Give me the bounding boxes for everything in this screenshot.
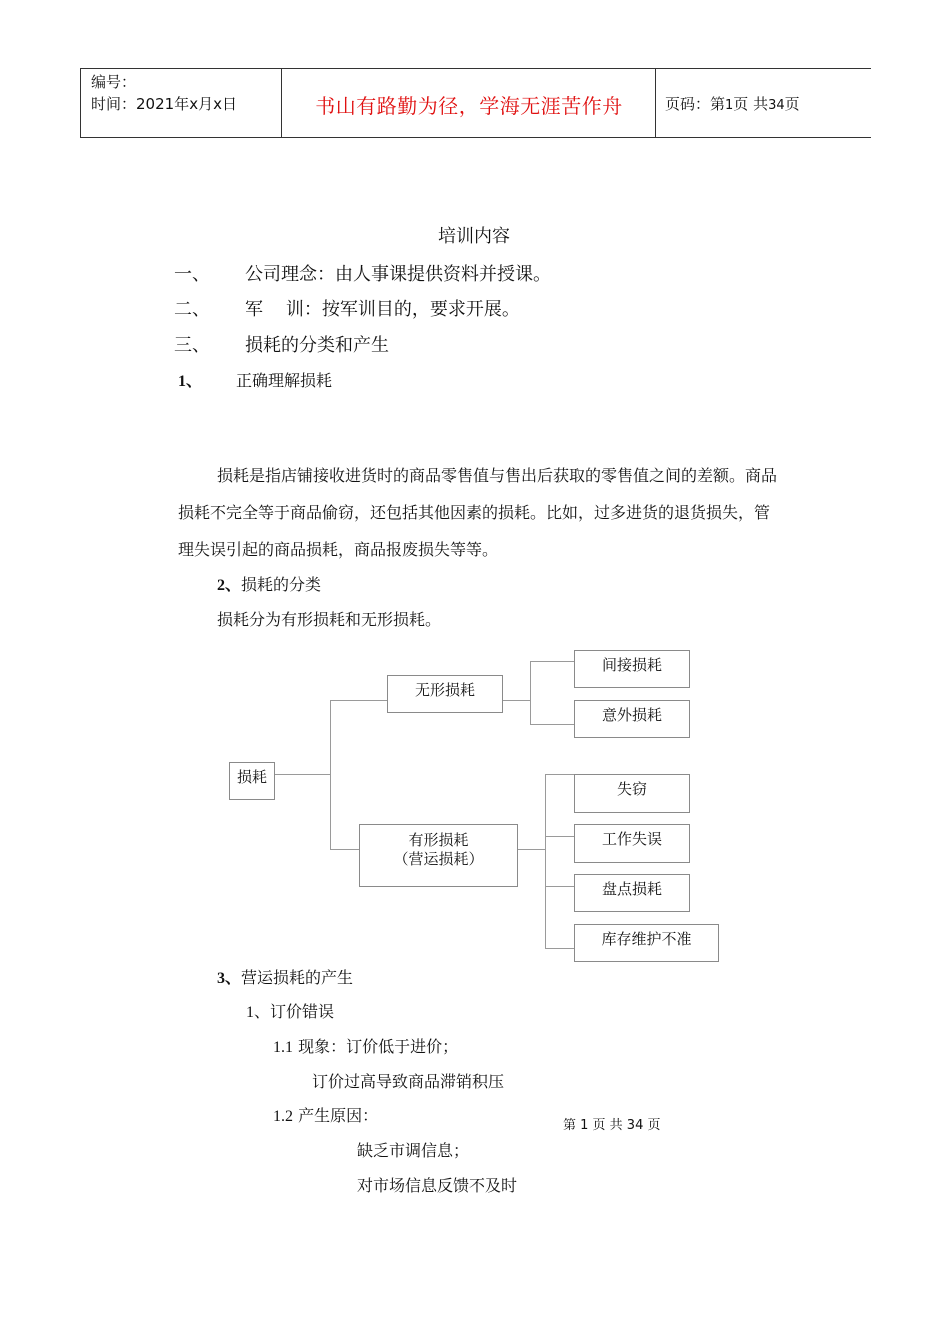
section-number: 一、 (174, 264, 210, 285)
list-item: 1.2 产生原因： (273, 1106, 379, 1125)
connector-line (530, 661, 575, 662)
section-heading: 公司理念：由人事课提供资料并授课。 (245, 264, 551, 285)
connector-line (274, 774, 331, 775)
diagram-root-node: 损耗 (229, 762, 275, 800)
cause-item: 缺乏市调信息； (357, 1141, 470, 1160)
tangible-label: 有形损耗 (408, 831, 469, 849)
diagram-node-tangible (359, 824, 518, 887)
list-item: 1.1 现象：订价低于进价； (273, 1037, 459, 1056)
paragraph-line: 损耗是指店铺接收进货时的商品零售值与售出后获取的零售值之间的差额。商品 (217, 466, 778, 485)
header-divider (281, 69, 282, 137)
list-item-continuation: 订价过高导致商品滞销积压 (312, 1072, 505, 1091)
connector-line (545, 886, 575, 887)
time-line: 时间：2021年x月x日 (91, 95, 237, 113)
diagram-leaf-node: 库存维护不准 (574, 924, 719, 962)
connector-line (545, 774, 546, 949)
diagram-node-intangible: 无形损耗 (387, 675, 503, 713)
diagram-leaf-node: 间接损耗 (574, 650, 690, 688)
connector-line (545, 836, 575, 837)
subsection-description: 损耗分为有形损耗和无形损耗。 (217, 610, 442, 629)
connector-line (330, 700, 388, 701)
diagram-leaf-node: 盘点损耗 (574, 874, 690, 912)
paragraph-line: 理失误引起的商品损耗，商品报废损失等等。 (178, 540, 499, 559)
connector-line (530, 661, 531, 725)
list-item: 1、订价错误 (246, 1002, 335, 1021)
header-table (80, 68, 871, 138)
section-number: 三、 (174, 335, 210, 356)
connector-line (545, 948, 575, 949)
page-footer: 第 1 页 共 34 页 (563, 1118, 661, 1133)
diagram-leaf-node: 失窃 (574, 774, 690, 813)
subsection-heading: 正确理解损耗 (236, 371, 333, 390)
subsection-number: 1、 (178, 373, 203, 390)
connector-line (517, 849, 546, 850)
header-page-number: 页码：第1页 共34页 (665, 95, 800, 113)
section-number: 二、 (174, 299, 210, 320)
connector-line (502, 700, 531, 701)
connector-line (330, 700, 331, 850)
diagram-leaf-node: 意外损耗 (574, 700, 690, 738)
page-title: 培训内容 (438, 226, 510, 247)
cause-item: 对市场信息反馈不及时 (357, 1176, 518, 1195)
connector-line (545, 774, 575, 775)
connector-line (330, 849, 360, 850)
subsection-heading: 2、损耗的分类 (217, 575, 322, 594)
section-heading: 军 训：按军训目的，要求开展。 (245, 299, 520, 320)
header-divider (655, 69, 656, 137)
header-meta (91, 71, 237, 115)
connector-line (530, 724, 575, 725)
serial-label: 编号： (91, 73, 137, 91)
motto: 书山有路勤为径，学海无涯苦作舟 (315, 94, 623, 118)
tangible-sublabel: （营运损耗） (393, 850, 484, 868)
diagram-leaf-node: 工作失误 (574, 824, 690, 863)
paragraph-line: 损耗不完全等于商品偷窃，还包括其他因素的损耗。比如，过多进货的退货损失，管 (178, 503, 771, 522)
subsection-heading: 3、营运损耗的产生 (217, 968, 354, 987)
section-heading: 损耗的分类和产生 (245, 335, 389, 356)
